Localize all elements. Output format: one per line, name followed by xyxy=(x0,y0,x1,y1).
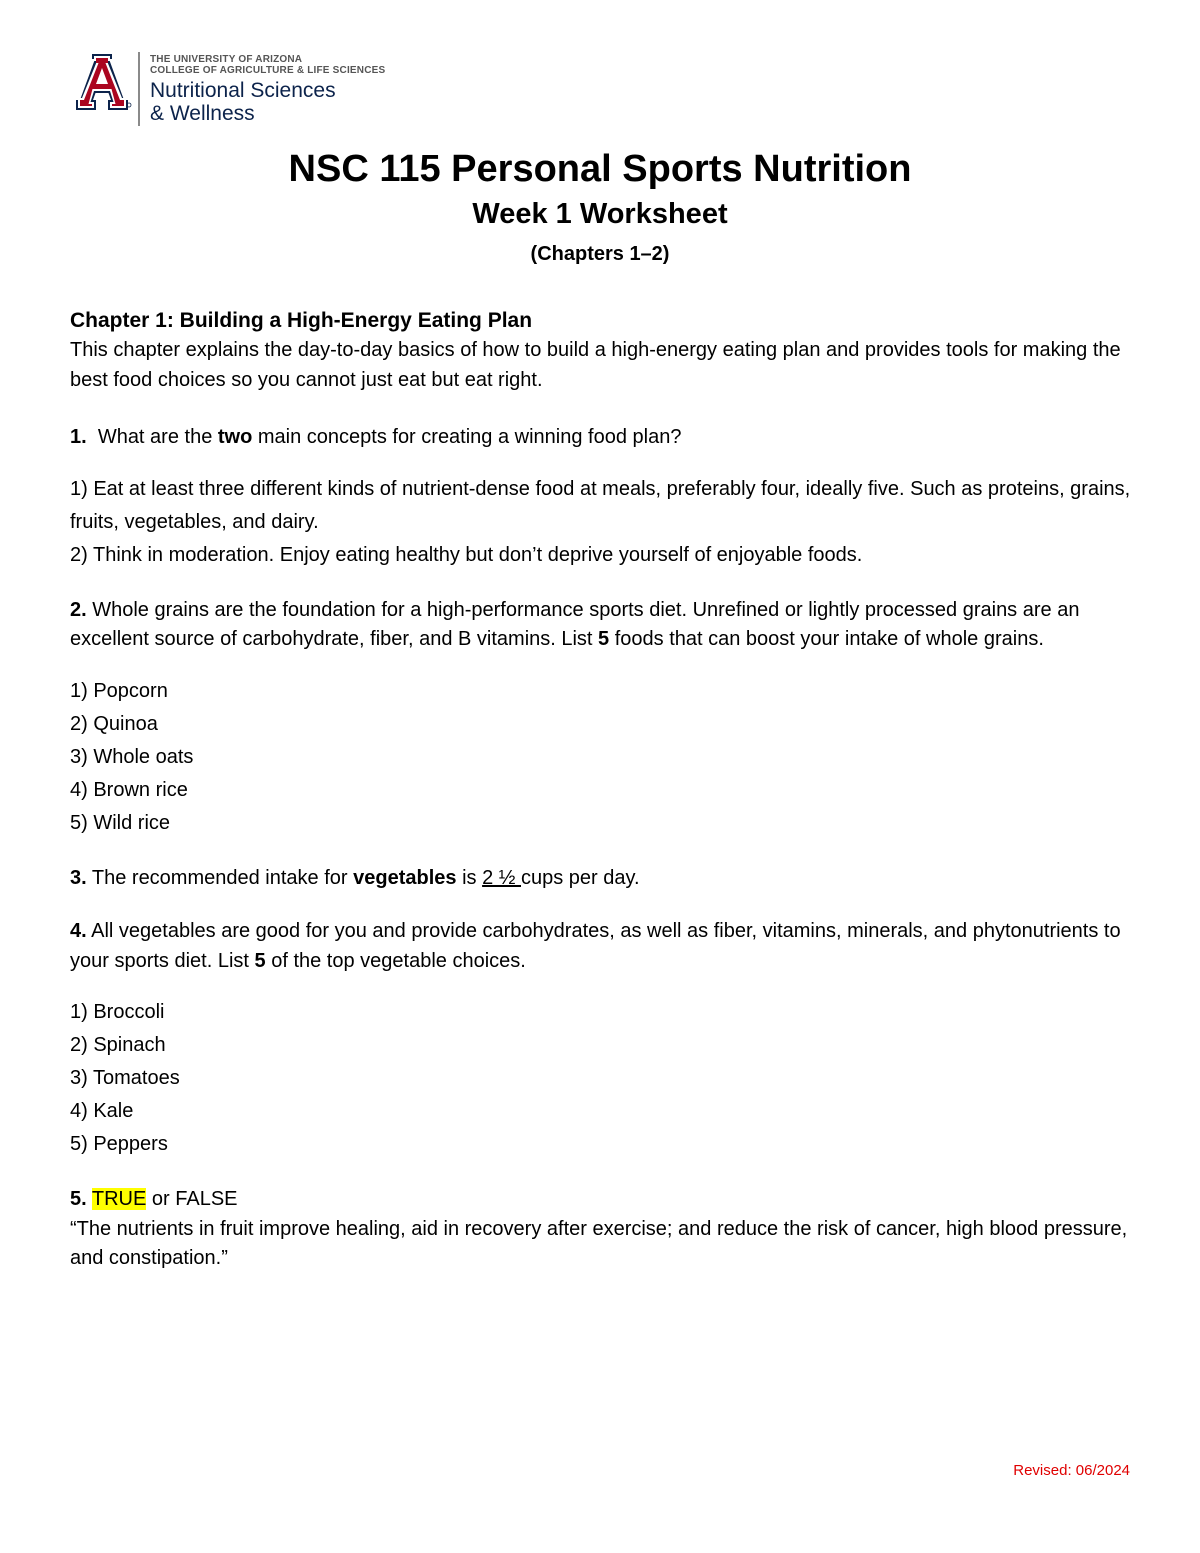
question-text: The recommended intake for xyxy=(86,866,354,889)
worksheet-content xyxy=(70,306,1140,1274)
answer-item: 5) Wild rice xyxy=(70,811,171,834)
question-text: of the top vegetable choices. xyxy=(265,949,526,972)
chapter-heading: Chapter 1: Building a High-Energy Eating Plan xyxy=(70,309,533,332)
answer-item: 1) Broccoli xyxy=(70,1001,165,1023)
question-emphasis: vegetables xyxy=(353,866,457,889)
answer-item: 4) Kale xyxy=(70,1100,134,1122)
true-false-statement: “The nutrients in fruit improve healing, aid in recovery after exercise; and reduce the risk of cancer, high blood pressure, and constipation.” xyxy=(70,1217,1128,1269)
question-4 xyxy=(70,917,1140,976)
question-text: cups per day. xyxy=(521,866,640,889)
chapters-label: (Chapters 1–2) xyxy=(530,243,670,265)
chapter-intro: This chapter explains the day-to-day basics of how to build a high-energy eating plan and provides tools for making the best food choices so you cannot just eat but eat right. xyxy=(70,339,1121,391)
question-text: or FALSE xyxy=(146,1188,238,1210)
question-emphasis: two xyxy=(217,426,253,448)
question-number: 2. xyxy=(70,598,87,621)
block-a-logo-icon xyxy=(72,54,132,112)
answer-item: 2) Quinoa xyxy=(70,712,158,735)
question-text: is xyxy=(456,866,483,889)
question-number: 4. xyxy=(70,920,87,942)
answer-item: 1) Popcorn xyxy=(70,679,168,702)
logo-text xyxy=(150,54,386,125)
title-block xyxy=(0,146,1200,268)
answer-item: 1) Eat at least three different kinds of nutrient-dense food at meals, preferably four, ideally five. Such as proteins, grains, fruits, vegetables, and dairy. xyxy=(70,477,1131,533)
question-text: What are the xyxy=(97,426,218,448)
logo-university-name: THE UNIVERSITY OF ARIZONA xyxy=(150,54,303,65)
logo-department-line1: Nutritional Sciences xyxy=(150,79,336,102)
question-2 xyxy=(70,596,1140,655)
answer-item: 2) Spinach xyxy=(70,1034,166,1056)
logo-divider xyxy=(138,52,140,126)
question-number: 5. xyxy=(70,1188,87,1210)
true-answer-highlight: TRUE xyxy=(91,1188,147,1210)
university-logo xyxy=(72,50,386,130)
answer-item: 3) Tomatoes xyxy=(70,1067,180,1089)
question-number: 3. xyxy=(70,866,87,889)
logo-college-name: COLLEGE OF AGRICULTURE & LIFE SCIENCES xyxy=(150,65,386,76)
page-subtitle: Week 1 Worksheet xyxy=(472,198,728,230)
answer-item: 5) Peppers xyxy=(70,1133,168,1155)
revised-date: Revised: 06/2024 xyxy=(1013,1462,1130,1479)
question-3 xyxy=(70,864,1140,894)
page-title: NSC 115 Personal Sports Nutrition xyxy=(288,148,912,190)
question-5 xyxy=(70,1185,1140,1215)
question-1 xyxy=(70,423,1140,453)
question-text: main concepts for creating a winning food plan? xyxy=(252,426,682,448)
question-emphasis: 5 xyxy=(254,949,266,972)
question-emphasis: 5 xyxy=(598,628,610,650)
question-text: Whole grains are the foundation for a high-performance sports diet. Unrefined or lightly processed grains are an excellent source of carbohydrate, fiber, and B vitamins. List xyxy=(70,598,1080,650)
answer-item: 3) Whole oats xyxy=(70,745,194,768)
question-text: foods that can boost your intake of whole grains. xyxy=(609,628,1044,650)
answer-item: 4) Brown rice xyxy=(70,778,188,801)
question-number: 1. xyxy=(70,426,87,448)
answer-item: 2) Think in moderation. Enjoy eating healthy but don’t deprive yourself of enjoyable foods. xyxy=(70,543,863,566)
logo-department-line2: & Wellness xyxy=(150,102,255,125)
question-text: All vegetables are good for you and provide carbohydrates, as well as fiber, vitamins, minerals, and phytonutrients to your sports diet. List xyxy=(70,920,1121,972)
fill-in-answer: 2 ½ xyxy=(482,866,521,889)
